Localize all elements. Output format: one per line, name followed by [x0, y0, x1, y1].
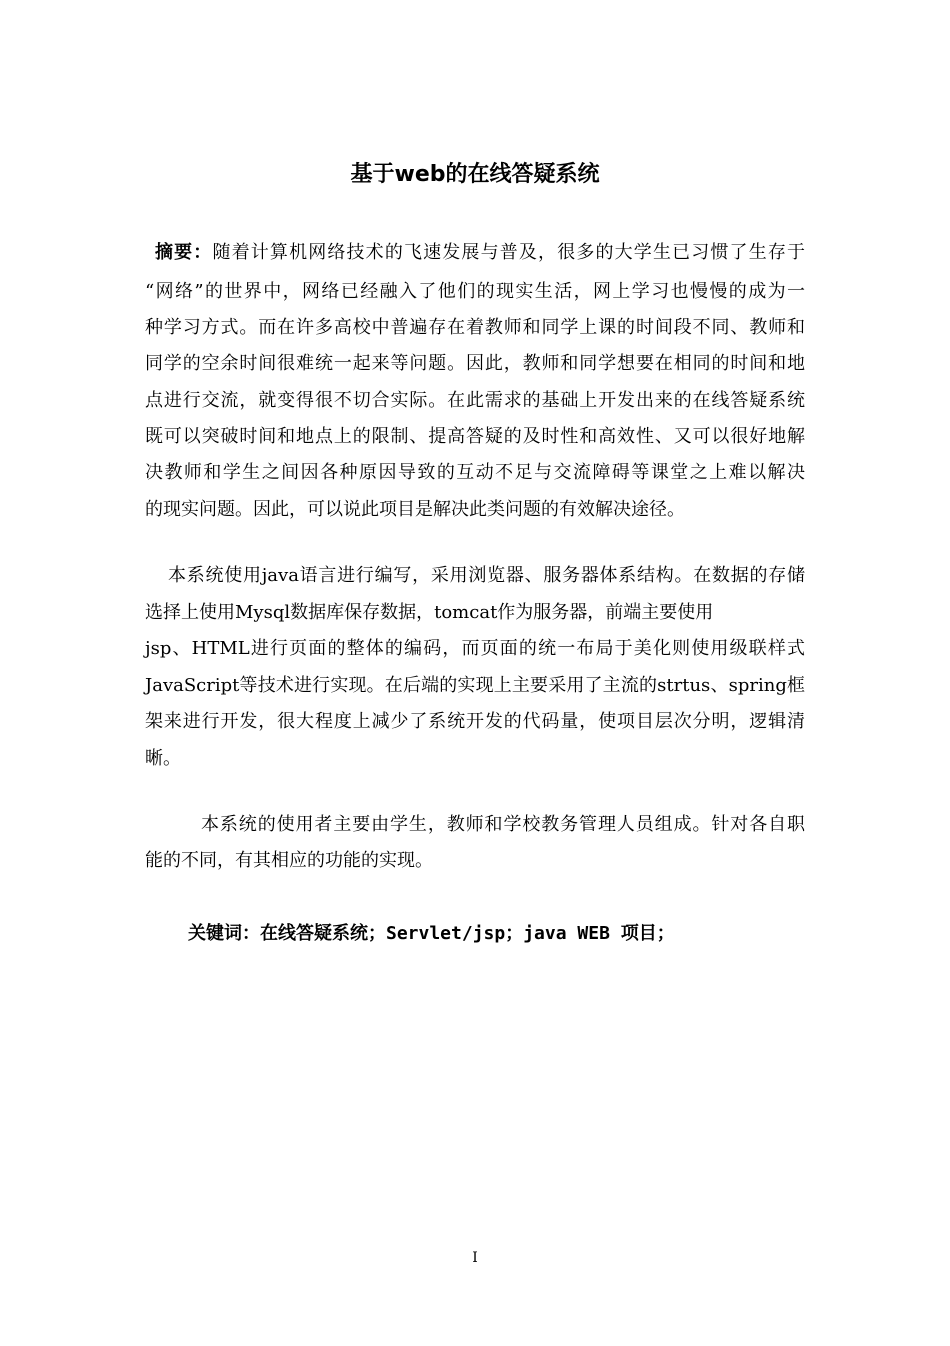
- abstract-text-1: 随着计算机网络技术的飞速发展与普及，很多的大学生已习惯了生存于: [212, 242, 806, 263]
- abstract-line-1: [155, 240, 805, 266]
- abstract-label: 摘要：: [155, 242, 213, 263]
- paragraph-2-line-2: 选择上使用Mysql数据库保存数据，tomcat作为服务器，前端主要使用: [145, 602, 714, 623]
- paragraph-3-line-1: 本系统的使用者主要由学生，教师和学校教务管理人员组成。针对各自职: [201, 814, 805, 835]
- abstract-line-3: 种学习方式。而在许多高校中普遍存在着教师和同学上课的时间段不同、教师和: [145, 317, 805, 338]
- paragraph-2-line-5: 架来进行开发，很大程度上减少了系统开发的代码量，使项目层次分明，逻辑清: [145, 711, 805, 732]
- paragraph-2-line-6: 晰。: [145, 748, 181, 769]
- abstract-line-4: 同学的空余时间很难统一起来等问题。因此，教师和同学想要在相同的时间和地: [145, 353, 805, 374]
- abstract-line-6: 既可以突破时间和地点上的限制、提高答疑的及时性和高效性、又可以很好地解: [145, 426, 805, 447]
- paper-title: 基于web的在线答疑系统: [350, 162, 600, 187]
- keywords-line: 关键词：在线答疑系统；Servlet/jsp；java WEB 项目；: [188, 923, 675, 944]
- paragraph-3-line-2: 能的不同，有其相应的功能的实现。: [145, 850, 433, 871]
- abstract-line-5: 点进行交流，就变得很不切合实际。在此需求的基础上开发出来的在线答疑系统: [145, 390, 805, 411]
- paragraph-2-line-4: JavaScript等技术进行实现。在后端的实现上主要采用了主流的strtus、spring框: [145, 675, 805, 696]
- page-number: I: [472, 1250, 478, 1266]
- abstract-line-2: “网络”的世界中，网络已经融入了他们的现实生活，网上学习也慢慢的成为一: [145, 281, 805, 302]
- paragraph-2-line-3: jsp、HTML进行页面的整体的编码，而页面的统一布局于美化则使用级联样式: [145, 638, 805, 659]
- abstract-line-8: 的现实问题。因此，可以说此项目是解决此类问题的有效解决途径。: [145, 499, 685, 520]
- paragraph-2-line-1: 本系统使用java语言进行编写，采用浏览器、服务器体系结构。在数据的存储: [168, 565, 805, 586]
- abstract-line-7: 决教师和学生之间因各种原因导致的互动不足与交流障碍等课堂之上难以解决: [145, 462, 805, 483]
